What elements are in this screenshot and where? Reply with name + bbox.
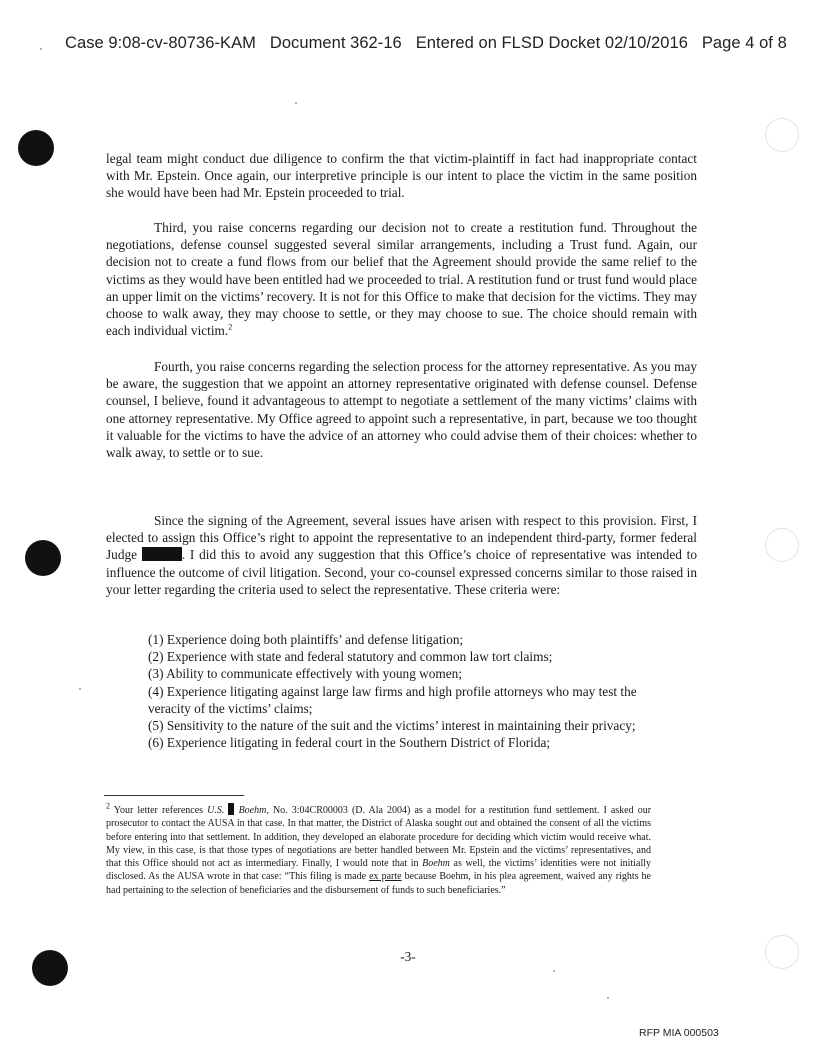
punch-hole-middle xyxy=(25,540,61,576)
scan-speck xyxy=(40,48,42,50)
scan-speck xyxy=(295,102,297,104)
paragraph-restitution-fund xyxy=(106,219,697,339)
criteria-item: (1) Experience doing both plaintiffs’ and defense litigation; xyxy=(148,632,464,647)
bates-number: RFP MIA 000503 xyxy=(639,1027,719,1039)
criteria-list xyxy=(148,631,668,751)
punch-hole-top xyxy=(18,130,54,166)
docket-header xyxy=(65,34,785,53)
paragraph-attorney-representative xyxy=(106,358,697,461)
header-page: Page 4 of 8 xyxy=(701,34,787,52)
header-case-number: Case 9:08-cv-80736-KAM xyxy=(65,34,256,52)
paragraph-continuation xyxy=(106,150,697,202)
case-name-italic: Boehm xyxy=(422,858,450,870)
criteria-item: (5) Sensitivity to the nature of the suit and the victims’ interest in maintaining their privacy; xyxy=(148,718,636,734)
footnote-separator xyxy=(104,795,244,796)
punch-hole-ghost-bottom xyxy=(765,935,799,969)
footnote-reference: 2 xyxy=(228,322,233,332)
criteria-item: (4) Experience litigating against large law firms and high profile attorneys who may test the veracity of the victims’ claims; xyxy=(148,683,637,716)
criteria-item: (3) Ability to communicate effectively with young women; xyxy=(148,666,463,682)
paragraph-text: . I did this to avoid any suggestion that this Office’s choice of representative was intended to influence the outcome of civil litigation. Second, your co-counsel expressed concerns similar to those raised in your letter regarding the criteria used to select the representative. These criteria were: xyxy=(106,547,697,597)
paragraph-issues xyxy=(106,512,697,598)
ex-parte-underlined: ex parte xyxy=(369,871,402,883)
scan-speck xyxy=(607,997,609,999)
case-name-italic: U.S. xyxy=(207,805,225,816)
paragraph-text: Since the signing of the Agreement, several issues have arisen with respect to this provision. First, I elected to assign this Office’s right to appoint the representative to an independent third-party, former federal Judge xyxy=(106,513,697,563)
criteria-item: (6) Experience litigating in federal court in the Southern District of Florida; xyxy=(148,735,551,751)
footnote: $^2$ Your letter references U.S. Boehm, No. 3:04CR00003 (D. Ala 2004) as a model for a restitution fund settlement. I asked our prosecutor to contact the AUSA in that case. In that matter, the District of Alaska sought out and obtained the consent of all the victims before entering into that settlement. In addition, they developed an elaborate procedure for deciding which victim would receive what. My view, in this case, is that those types of negotiations are better handled between Mr. Epstein and the victims’ representatives, and that this Office should not act as intermediary. Finally, I would note that in Boehm as well, the victims’ identities were not initially disclosed. As the AUSA wrote in that case: “This filing is made ex parte because Boehm, in his plea agreement, waived any rights he had pertaining to the selection of beneficiaries and the disbursement of funds to such beneficiaries.” xyxy=(106,801,652,896)
scan-speck xyxy=(553,970,555,972)
criteria-item: (2) Experience with state and federal statutory and common law tort claims; xyxy=(148,649,553,665)
paragraph-text: Fourth, you raise concerns regarding the selection process for the attorney representative. As you may be aware, the suggestion that we appoint an attorney representative originated with defense counsel. Defense counsel, I believe, found it advantageous to attempt to negotiate a settlement of the many victims’ claims with one attorney representative. My Office agreed to appoint such a representative, in part, because we too thought it valuable for the victims to have the advice of an attorney who could advise them of their choices: whether to walk away, to settle or to sue. xyxy=(106,359,697,461)
scan-speck xyxy=(79,688,81,690)
paragraph-text: Third, you raise concerns regarding our decision not to create a restitution fund. Throughout the negotiations, defense counsel suggested several similar arrangements, including a Trust fund. Again, our decision not to create a fund flows from our belief that the Agreement should provide the same relief to the victims as they would have been entitled had we proceeded to trial. A restitution fund or trust fund would place an upper limit on the victims’ recovery. It is not for this Office to make that decision for the victims. They may choose to walk away, they may choose to settle, or they may choose to sue. The choice should remain with each individual victim. xyxy=(106,220,697,339)
page-number: -3- xyxy=(400,949,416,964)
case-name-italic: Boehm xyxy=(238,805,267,816)
redaction-box xyxy=(228,803,234,815)
redaction-box xyxy=(142,547,182,561)
footnote-number: 2 xyxy=(106,801,110,811)
header-entered: Entered on FLSD Docket 02/10/2016 xyxy=(415,34,688,52)
header-document-number: Document 362-16 xyxy=(269,34,402,52)
punch-hole-bottom xyxy=(32,950,68,986)
punch-hole-ghost-top xyxy=(765,118,799,152)
paragraph-text: legal team might conduct due diligence to confirm the that victim-plaintiff in fact had inappropriate contact with Mr. Epstein. Once again, our interpretive principle is our intent to place the victim in the same position she would have been had Mr. Epstein proceeded to trial. xyxy=(106,151,697,201)
punch-hole-ghost-middle xyxy=(765,528,799,562)
